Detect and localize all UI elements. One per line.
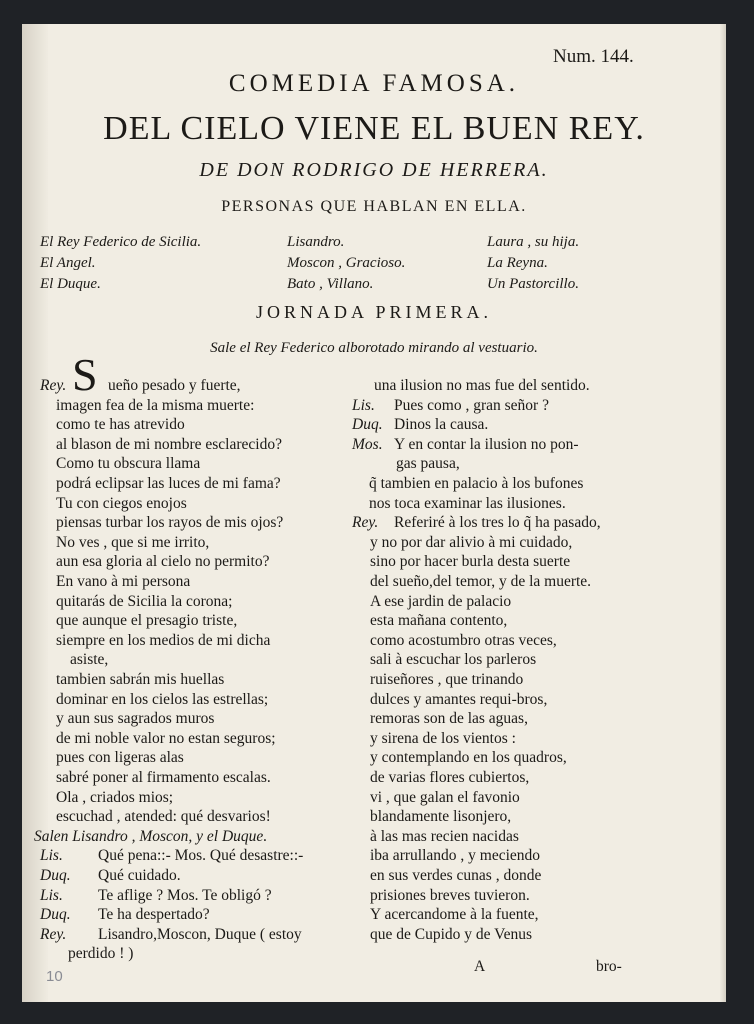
verse-line: de mi noble valor no estan seguros; [56,729,276,747]
verse-line: à las mas recien nacidas [370,827,519,845]
verse-line: En vano à mi persona [56,573,191,590]
verse-line: y aun sus sagrados muros [56,710,215,728]
book-page [22,24,726,1002]
verse-line: podrá eclipsar las luces de mi fama? [56,475,281,492]
verse-line: Tu con ciegos enojos [56,494,187,512]
verse-line: imagen fea de la misma muerte: [56,396,255,414]
verse-line: Referiré à los tres lo q̃ ha pasado, [394,514,601,532]
speaker-label: Rey. [40,925,67,943]
verse-line: Y en contar la ilusion no pon- [394,435,579,453]
verse-line: q̃ tambien en palacio à los bufones [369,475,584,492]
verse-line: escuchad , atended: qué desvarios! [56,808,271,826]
verse-line: que de Cupido y de Venus [370,925,533,943]
verse-line: blandamente lisonjero, [370,808,512,826]
verse-line: una ilusion no mas fue del sentido. [374,377,590,394]
verse-line: como te has atrevido [56,416,185,434]
page-number: Num. 144. [553,46,634,67]
verse-line: vi , que galan el favonio [370,788,520,806]
speaker-label: Lis. [40,847,63,865]
verse-line: iba arrullando , y meciendo [370,847,541,865]
signature-mark: A [474,958,486,975]
verse-line: No ves , que si me irrito, [56,533,210,551]
pencil-margin-note: 10 [46,968,63,985]
verse-line: Qué pena::- Mos. Qué desastre::- [98,847,304,865]
verse-line: ueño pesado y fuerte, [108,377,241,394]
verse-line: Y acercandome à la fuente, [370,906,539,924]
verse-line: asiste, [70,651,109,669]
author-line: DE DON RODRIGO DE HERRERA. [199,159,549,181]
verse-line: Te aflige ? Mos. Te obligó ? [98,886,272,904]
verse-line: al blason de mi nombre esclarecido? [56,435,282,453]
verse-line: pues con ligeras alas [56,749,184,767]
verse-line: en sus verdes cunas , donde [370,867,542,884]
act-heading: JORNADA PRIMERA. [255,302,493,322]
speaker-label: Duq. [40,867,71,884]
cast-name: Bato , Villano. [287,276,374,292]
verse-line: nos toca examinar las ilusiones. [369,494,566,512]
cast-name: Un Pastorcillo. [487,276,579,292]
verse-line: Ola , criados mios; [56,788,174,806]
speaker-label: Rey. [352,514,379,532]
verse-line: perdido ! ) [68,945,134,963]
verse-line: siempre en los medios de mi dicha [56,631,271,649]
genre-heading: COMEDIA FAMOSA. [228,70,520,97]
verse-line: prisiones breves tuvieron. [370,886,530,904]
drop-cap-letter: S [72,349,98,400]
verse-line: remoras son de las aguas, [370,710,528,728]
verse-line: esta mañana contento, [370,612,508,630]
cast-name: Laura , su hija. [487,234,580,250]
verse-line: A ese jardin de palacio [370,592,512,610]
cast-name: Lisandro. [287,234,345,250]
verse-line: de varias flores cubiertos, [370,769,530,786]
speaker-label: Duq. [40,906,71,924]
cast-name: El Angel. [40,255,96,271]
speaker-label: Lis. [40,886,63,904]
verse-line: tambien sabrán mis huellas [56,671,225,688]
play-title: DEL CIELO VIENE EL BUEN REY. [103,110,645,147]
speaker-label: Rey. [40,377,67,394]
cast-name: La Reyna. [487,255,548,271]
verse-line: Como tu obscura llama [56,455,201,473]
verse-line: Pues como , gran señor ? [394,396,549,414]
speaker-label: Mos. [352,435,383,453]
verse-line: sino por hacer burla desta suerte [370,553,571,571]
verse-line: que aunque el presagio triste, [56,612,238,630]
verse-line: Qué cuidado. [98,867,181,884]
catchword: bro- [596,958,622,975]
verse-line: como acostumbro otras veces, [370,631,557,649]
cast-name: Moscon , Gracioso. [287,255,406,271]
verse-line: dominar en los cielos las estrellas; [56,690,269,708]
verse-line: Te ha despertado? [98,906,210,924]
verse-line: sali à escuchar los parleros [370,651,537,669]
verse-line: aun esa gloria al cielo no permito? [56,553,270,571]
verse-line: Lisandro,Moscon, Duque ( estoy [98,925,302,943]
cast-name: El Rey Federico de Sicilia. [40,234,202,250]
cast-name: El Duque. [40,276,101,292]
verse-line: del sueño,del temor, y de la muerte. [370,573,592,590]
speaker-label: Duq. [352,416,383,434]
stage-direction: Sale el Rey Federico alborotado mirando al vestuario. [210,340,538,356]
verse-line: y contemplando en los quadros, [370,749,567,767]
verse-line: Salen Lisandro , Moscon, y el Duque. [34,827,268,845]
verse-line: dulces y amantes requi-bros, [370,690,548,708]
verse-line: y sirena de los vientos : [370,729,516,747]
verse-line: piensas turbar los rayos de mis ojos? [56,514,284,532]
verse-line: gas pausa, [396,455,460,473]
verse-line: quitarás de Sicilia la corona; [56,592,233,610]
cast-heading: PERSONAS QUE HABLAN EN ELLA. [221,198,527,215]
verse-line: y no por dar alivio à mi cuidado, [370,533,573,551]
verse-line: ruiseñores , que trinando [370,671,524,688]
speaker-label: Lis. [352,396,375,414]
verse-line: Dinos la causa. [394,416,489,434]
verse-line: sabré poner al firmamento escalas. [56,769,271,786]
